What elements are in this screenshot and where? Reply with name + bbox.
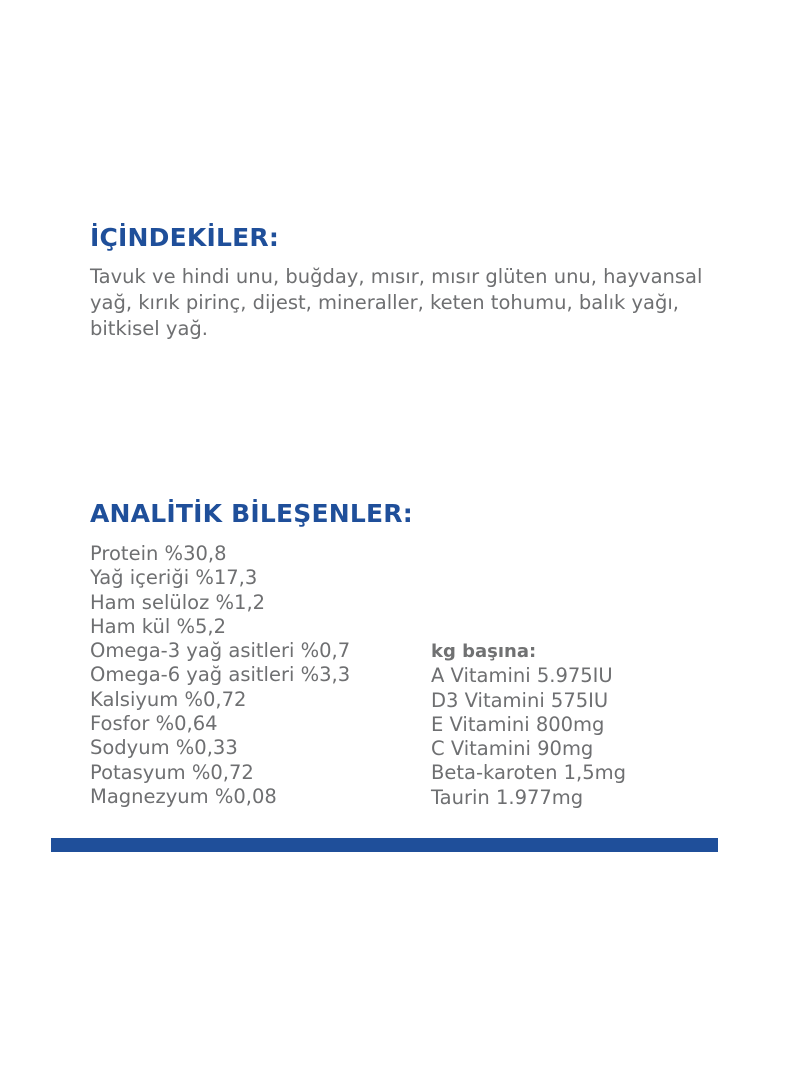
per-kg-list <box>431 664 626 810</box>
analytic-item-fat: Yağ içeriği %17,3 <box>90 566 258 590</box>
per-kg-item-vitamin-d3: D3 Vitamini 575IU <box>431 688 609 712</box>
analytic-item-magnesium: Magnezyum %0,08 <box>90 784 277 808</box>
ingredients-heading: İÇİNDEKİLER: <box>90 223 280 252</box>
analytic-item-ash: Ham kül %5,2 <box>90 614 227 638</box>
analytic-item-omega6: Omega-6 yağ asitleri %3,3 <box>90 663 351 687</box>
per-kg-item-vitamin-c: C Vitamini 90mg <box>431 737 594 761</box>
analytic-item-calcium: Kalsiyum %0,72 <box>90 687 247 711</box>
per-kg-item-vitamin-a: A Vitamini 5.975IU <box>431 664 613 688</box>
ingredients-text: Tavuk ve hindi unu, buğday, mısır, mısır glüten unu, hayvansal yağ, kırık pirinç, dijest, mineraller, keten tohumu, balık yağı, bitkisel yağ. <box>90 265 703 340</box>
per-kg-title: kg başına: <box>431 641 537 662</box>
analytic-item-sodium: Sodyum %0,33 <box>90 736 238 760</box>
per-kg-block <box>431 640 626 810</box>
analytic-list <box>90 542 350 809</box>
per-kg-item-vitamin-e: E Vitamini 800mg <box>431 712 605 736</box>
bottom-divider-bar <box>51 838 718 852</box>
per-kg-item-taurine: Taurin 1.977mg <box>431 785 584 809</box>
per-kg-item-beta-carotene: Beta-karoten 1,5mg <box>431 761 627 785</box>
analytic-heading: ANALİTİK BİLEŞENLER: <box>90 499 413 528</box>
analytic-item-potassium: Potasyum %0,72 <box>90 760 254 784</box>
analytic-item-fiber: Ham selüloz %1,2 <box>90 590 266 614</box>
analytic-item-protein: Protein %30,8 <box>90 542 227 565</box>
analytic-item-phosphorus: Fosfor %0,64 <box>90 712 218 736</box>
analytic-item-omega3: Omega-3 yağ asitleri %0,7 <box>90 639 351 663</box>
